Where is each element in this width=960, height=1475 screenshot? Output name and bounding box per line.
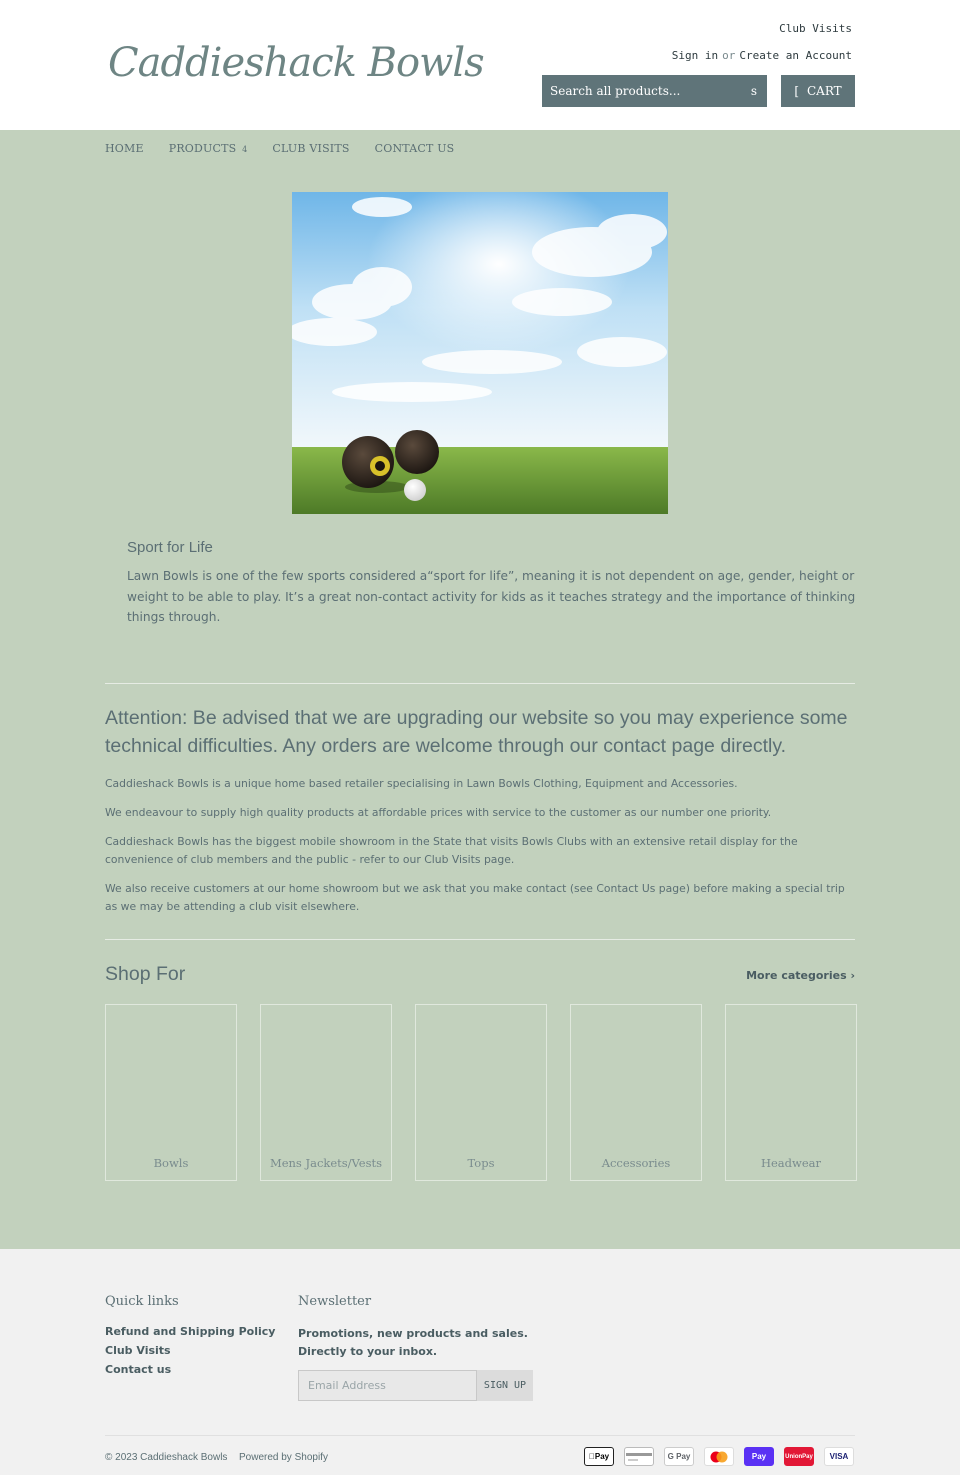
search-icon[interactable]: s — [750, 84, 757, 98]
site-logo[interactable]: Caddieshack Bowls — [108, 40, 484, 86]
about-paragraph: Caddieshack Bowls has the biggest mobile showroom in the State that visits Bowls Clubs with an extensive retail display for the convenience of club members and the public - refer to our Club Visits page. — [105, 835, 798, 866]
category-card-bowls[interactable] — [105, 1004, 237, 1181]
more-categories-link[interactable]: More categories › — [746, 969, 855, 982]
category-card-mens-jackets[interactable] — [260, 1004, 392, 1181]
footer-link-refund-policy[interactable]: Refund and Shipping Policy — [105, 1325, 276, 1338]
nav-item-label: PRODUCTS — [168, 142, 237, 155]
newsletter-title: Newsletter — [298, 1294, 372, 1309]
hero-title: Sport for Life — [127, 539, 213, 556]
search-input[interactable] — [550, 84, 730, 98]
about-paragraph: We endeavour to supply high quality products at affordable prices with service to the customer as our number one priority. — [105, 806, 772, 819]
apple-pay-icon: Pay — [584, 1447, 614, 1466]
site-footer — [0, 1249, 960, 1475]
mastercard-icon — [704, 1447, 734, 1466]
shop-pay-icon: Pay — [744, 1447, 774, 1466]
chevron-down-icon: 4 — [242, 145, 248, 154]
account-links — [672, 49, 852, 62]
category-card-headwear[interactable] — [725, 1004, 857, 1181]
newsletter-text: Promotions, new products and sales. Directly to your inbox. — [298, 1327, 528, 1358]
email-field[interactable] — [298, 1370, 477, 1401]
footer-link-contact-us[interactable]: Contact us — [105, 1363, 172, 1376]
shop-for-title: Shop For — [105, 963, 186, 985]
category-label: Headwear — [760, 1156, 822, 1170]
attention-notice: Attention: Be advised that we are upgrading our website so you may experience some technical difficulties. Any orders are welcome through our contact page directly. — [105, 707, 848, 757]
hero-image — [292, 192, 668, 514]
cart-button[interactable] — [781, 75, 855, 107]
cart-icon: [ — [794, 84, 799, 98]
cart-label: CART — [807, 84, 842, 98]
category-card-tops[interactable] — [415, 1004, 547, 1181]
category-label: Accessories — [601, 1156, 671, 1170]
about-paragraph: Caddieshack Bowls is a unique home based retailer specialising in Lawn Bowls Clothing, Equipment and Accessories. — [105, 777, 738, 790]
visa-icon: VISA — [824, 1447, 854, 1466]
or-text: or — [722, 49, 736, 62]
nav-item-products[interactable] — [169, 142, 248, 155]
newsletter-form — [298, 1370, 533, 1401]
sign-up-button[interactable]: SIGN UP — [477, 1370, 533, 1401]
main-content — [0, 130, 960, 1249]
divider — [105, 1435, 855, 1436]
category-card-accessories[interactable] — [570, 1004, 702, 1181]
about-paragraph: We also receive customers at our home showroom but we ask that you make contact (see Contact Us page) before making a special trip as we may be attending a club visit elsewhere. — [105, 882, 845, 913]
quick-links-list — [105, 1325, 275, 1376]
create-account-link[interactable]: Create an Account — [739, 49, 852, 62]
payment-icons — [584, 1447, 854, 1466]
generic-card-icon — [624, 1447, 654, 1466]
nav-item-contact-us[interactable]: CONTACT US — [374, 142, 455, 155]
divider — [105, 683, 855, 684]
search-box — [542, 75, 767, 107]
powered-by-link[interactable]: Powered by Shopify — [239, 1452, 328, 1463]
unionpay-icon: UnionPay — [784, 1447, 814, 1466]
copyright-text: © 2023 Caddieshack Bowls — [105, 1452, 228, 1463]
nav-item-home[interactable]: HOME — [105, 142, 144, 155]
category-label: Mens Jackets/Vests — [269, 1156, 383, 1170]
category-label: Bowls — [153, 1156, 189, 1170]
category-grid — [105, 1004, 857, 1181]
hero-text: Lawn Bowls is one of the few sports considered a“sport for life”, meaning it is not dependent on age, gender, height or weight to be able to play. It’s a great non-contact activity for kids as it teaches strategy and the importance of thinking things through. — [127, 569, 856, 624]
footer-link-club-visits[interactable]: Club Visits — [105, 1344, 171, 1357]
club-visits-top-link[interactable]: Club Visits — [779, 22, 852, 35]
divider — [105, 939, 855, 940]
quick-links-title: Quick links — [105, 1294, 179, 1309]
google-pay-icon: G Pay — [664, 1447, 694, 1466]
nav-item-club-visits[interactable]: CLUB VISITS — [272, 142, 350, 155]
site-header — [0, 0, 960, 130]
category-label: Tops — [467, 1156, 495, 1170]
main-nav — [105, 142, 454, 155]
sign-in-link[interactable]: Sign in — [671, 49, 719, 62]
